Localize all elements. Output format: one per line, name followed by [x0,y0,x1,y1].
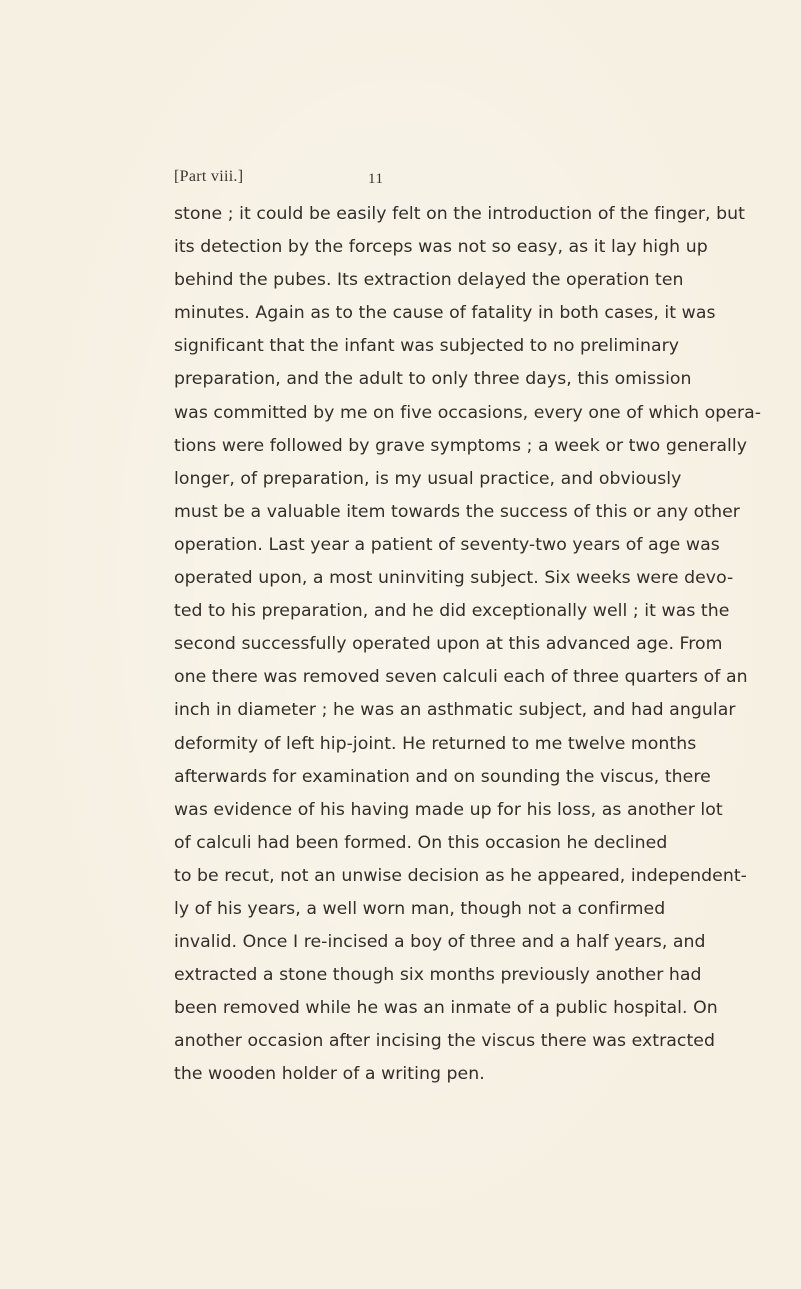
text-line: afterwards for examination and on sounding the viscus, there [174,766,711,787]
text-line: to be recut, not an unwise decision as he appeared, independent- [174,865,747,886]
page-header [174,168,634,194]
text-line: longer, of preparation, is my usual practice, and obviously [174,468,682,489]
text-line: must be a valuable item towards the success of this or any other [174,501,740,522]
text-line: tions were followed by grave symptoms ; a week or two generally [174,435,747,456]
text-line: minutes. Again as to the cause of fatality in both cases, it was [174,303,716,324]
text-line: one there was removed seven calculi each of three quarters of an [174,667,748,688]
text-line: its detection by the forceps was not so easy, as it lay high up [174,237,708,258]
text-line: was committed by me on five occasions, every one of which opera- [174,402,762,423]
text-line: was evidence of his having made up for his loss, as another lot [174,799,723,820]
text-line: second successfully operated upon at this advanced age. From [174,634,723,655]
text-line: preparation, and the adult to only three days, this omission [174,369,692,390]
text-line: inch in diameter ; he was an asthmatic subject, and had angular [174,700,736,721]
text-line: the wooden holder of a writing pen. [174,1064,485,1085]
text-line: ly of his years, a well worn man, though not a confirmed [174,898,666,919]
text-line: behind the pubes. Its extraction delayed the operation ten [174,270,684,291]
text-line: invalid. Once I re-incised a boy of three and a half years, and [174,932,706,953]
text-line: of calculi had been formed. On this occasion he declined [174,832,668,853]
text-line: been removed while he was an inmate of a public hospital. On [174,998,718,1019]
running-head: [Part viii.] [174,168,244,185]
text-line: operation. Last year a patient of seventy-two years of age was [174,534,720,555]
text-line: extracted a stone though six months previously another had [174,965,702,986]
text-line: significant that the infant was subjected to no preliminary [174,336,680,357]
text-line: operated upon, a most uninviting subject. Six weeks were devo- [174,568,734,589]
text-line: deformity of left hip-joint. He returned to me twelve months [174,733,697,754]
page-number: 11 [368,171,384,187]
text-line: another occasion after incising the viscus there was extracted [174,1031,715,1052]
text-line: stone ; it could be easily felt on the introduction of the finger, but [174,204,745,224]
body-text [174,198,762,1092]
text-line: ted to his preparation, and he did exceptionally well ; it was the [174,601,730,622]
